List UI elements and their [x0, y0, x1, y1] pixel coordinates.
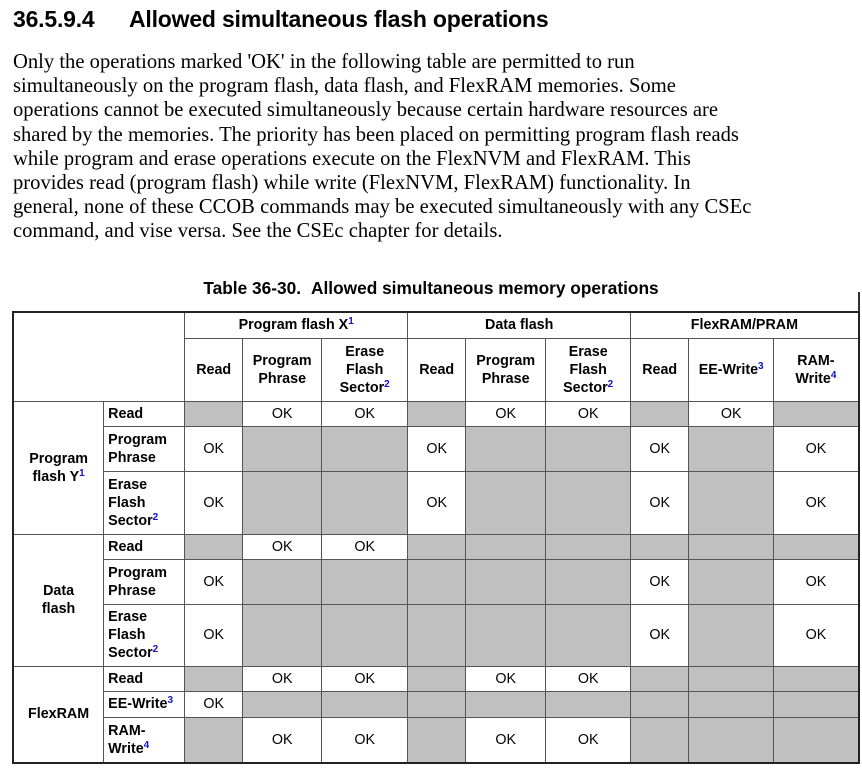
- column-header: [689, 338, 774, 401]
- allowed-cell: OK: [631, 471, 689, 534]
- blocked-cell: [689, 559, 774, 604]
- column-group-header: [408, 312, 631, 338]
- blocked-cell: [631, 691, 689, 717]
- column-header: [243, 338, 322, 401]
- column-header-label: Read: [419, 361, 455, 378]
- allowed-cell: OK: [466, 401, 546, 426]
- blocked-cell: [546, 559, 631, 604]
- column-header-label: Erase Flash Sector: [339, 343, 385, 396]
- table-row: [13, 717, 859, 763]
- table-row: [13, 534, 859, 559]
- allowed-cell: OK: [322, 666, 408, 691]
- footnote-link[interactable]: 4: [143, 739, 150, 751]
- blocked-cell: [466, 604, 546, 666]
- section-number: 36.5.9.4: [13, 6, 95, 32]
- column-header: [322, 338, 408, 401]
- blocked-cell: [631, 534, 689, 559]
- operation-label: Read: [108, 538, 144, 555]
- blocked-cell: [774, 717, 859, 763]
- column-header: [774, 338, 859, 401]
- column-group-label: FlexRAM/PRAM: [690, 317, 799, 334]
- blocked-cell: [546, 604, 631, 666]
- column-header-label: EE-Write: [698, 361, 759, 378]
- allowed-cell: OK: [408, 471, 466, 534]
- allowed-cell: OK: [408, 426, 466, 471]
- blocked-cell: [185, 401, 243, 426]
- blocked-cell: [546, 534, 631, 559]
- column-header: [466, 338, 546, 401]
- column-header-label: Erase Flash Sector: [563, 343, 608, 396]
- allowed-cell: OK: [546, 666, 631, 691]
- blocked-cell: [322, 471, 408, 534]
- column-group-label: Program flash X: [238, 317, 349, 334]
- column-header-label: Program Phrase: [476, 352, 536, 387]
- allowed-cell: OK: [185, 426, 243, 471]
- blocked-cell: [322, 604, 408, 666]
- allowed-cell: OK: [546, 401, 631, 426]
- blocked-cell: [466, 471, 546, 534]
- blocked-cell: [243, 691, 322, 717]
- blocked-cell: [689, 666, 774, 691]
- allowed-cell: OK: [774, 559, 859, 604]
- row-group-label: FlexRAM: [28, 706, 90, 723]
- footnote-link[interactable]: 2: [152, 511, 159, 523]
- paragraph-line: shared by the memories. The priority has been placed on permitting program flash reads: [13, 123, 739, 146]
- blocked-cell: [774, 534, 859, 559]
- paragraph-line: simultaneously on the program flash, data flash, and FlexRAM memories. Some: [13, 75, 676, 98]
- paragraph-line: provides read (program flash) while write (FlexNVM, FlexRAM) functionality. In: [13, 172, 691, 195]
- paragraph-line: command, and vise versa. See the CSEc chapter for details.: [13, 220, 503, 243]
- blocked-cell: [689, 717, 774, 763]
- row-group-header: [13, 534, 104, 666]
- blocked-cell: [322, 426, 408, 471]
- blocked-cell: [689, 691, 774, 717]
- blocked-cell: [243, 604, 322, 666]
- allowed-cell: OK: [185, 559, 243, 604]
- operation-header: [104, 426, 185, 471]
- blocked-cell: [466, 534, 546, 559]
- blocked-cell: [185, 534, 243, 559]
- blocked-cell: [243, 471, 322, 534]
- column-header-label: RAM-Write: [795, 352, 835, 387]
- allowed-cell: OK: [243, 666, 322, 691]
- blocked-cell: [546, 426, 631, 471]
- row-group-header: [13, 401, 104, 534]
- operation-header: [104, 717, 185, 763]
- allowed-cell: OK: [631, 426, 689, 471]
- operation-header: [104, 559, 185, 604]
- allowed-cell: OK: [243, 401, 322, 426]
- blocked-cell: [466, 691, 546, 717]
- allowed-cell: OK: [185, 604, 243, 666]
- blocked-cell: [408, 559, 466, 604]
- operation-label: Read: [108, 670, 144, 687]
- row-group-label: Program flash Y: [29, 450, 88, 485]
- footnote-link[interactable]: 2: [607, 378, 614, 390]
- allowed-cell: OK: [689, 401, 774, 426]
- intro-paragraph: [13, 50, 858, 244]
- operation-header: [104, 666, 185, 691]
- column-header: [631, 338, 689, 401]
- column-group-header: [631, 312, 859, 338]
- paragraph-line: general, none of these CCOB commands may be executed simultaneously with any CSEc: [13, 196, 752, 219]
- row-group-label: Data flash: [41, 583, 76, 617]
- column-header: [185, 338, 243, 401]
- footnote-link[interactable]: 2: [152, 644, 159, 655]
- blocked-cell: [631, 666, 689, 691]
- allowed-cell: OK: [243, 717, 322, 763]
- allowed-cell: OK: [774, 604, 859, 666]
- blocked-cell: [408, 401, 466, 426]
- allowed-cell: OK: [243, 534, 322, 559]
- blocked-cell: [322, 559, 408, 604]
- column-header-label: Read: [642, 361, 678, 378]
- footnote-link[interactable]: 3: [167, 695, 174, 706]
- blocked-cell: [466, 559, 546, 604]
- allowed-cell: OK: [774, 426, 859, 471]
- blocked-cell: [185, 717, 243, 763]
- table-caption: [0, 278, 862, 299]
- paragraph-line: operations cannot be executed simultaneously because certain hardware resources are: [13, 99, 719, 122]
- column-header: [408, 338, 466, 401]
- column-header-label: Read: [196, 361, 232, 378]
- blocked-cell: [243, 426, 322, 471]
- paragraph-line: while program and erase operations execute on the FlexNVM and FlexRAM. This: [13, 147, 691, 170]
- allowed-cell: OK: [322, 401, 408, 426]
- allowed-cell: OK: [322, 534, 408, 559]
- operation-label: EE-Write: [108, 696, 168, 712]
- blocked-cell: [774, 666, 859, 691]
- blocked-cell: [774, 401, 859, 426]
- blocked-cell: [408, 717, 466, 763]
- row-group-header: [13, 666, 104, 763]
- table-caption-number: Table 36-30.: [203, 278, 302, 298]
- column-header-label: Program Phrase: [252, 352, 312, 387]
- allowed-cell: OK: [185, 691, 243, 717]
- operation-label: Erase Flash Sector: [108, 609, 153, 661]
- operation-header: [104, 471, 185, 534]
- operation-header: [104, 401, 185, 426]
- allowed-cell: OK: [466, 666, 546, 691]
- operation-label: Program Phrase: [108, 431, 167, 466]
- allowed-cell: OK: [322, 717, 408, 763]
- blocked-cell: [408, 534, 466, 559]
- blocked-cell: [546, 691, 631, 717]
- footnote-link[interactable]: 1: [79, 467, 85, 479]
- table-row: [13, 691, 859, 717]
- blocked-cell: [689, 471, 774, 534]
- footnote-link[interactable]: 3: [758, 360, 764, 372]
- column-group-header: [185, 312, 408, 338]
- blocked-cell: [322, 691, 408, 717]
- blocked-cell: [243, 559, 322, 604]
- column-group-label: Data flash: [485, 317, 554, 334]
- blocked-cell: [689, 604, 774, 666]
- blocked-cell: [546, 471, 631, 534]
- operation-label: Read: [108, 405, 144, 422]
- blocked-cell: [466, 426, 546, 471]
- simultaneous-operations-table: [12, 311, 860, 764]
- section-heading: [13, 6, 548, 33]
- table-caption-title: Allowed simultaneous memory operations: [311, 278, 659, 298]
- footnote-link[interactable]: 4: [830, 369, 837, 381]
- blocked-cell: [408, 691, 466, 717]
- operation-label: Erase Flash Sector: [108, 476, 153, 529]
- blocked-cell: [408, 666, 466, 691]
- operation-label: RAM-Write: [108, 722, 146, 757]
- allowed-cell: OK: [631, 559, 689, 604]
- blocked-cell: [185, 666, 243, 691]
- operation-header: [104, 604, 185, 666]
- column-header: [546, 338, 631, 401]
- blocked-cell: [774, 691, 859, 717]
- table-row: [13, 426, 859, 471]
- table-row: [13, 604, 859, 666]
- table-row: [13, 559, 859, 604]
- allowed-cell: OK: [185, 471, 243, 534]
- operation-header: [104, 534, 185, 559]
- operation-header: [104, 691, 185, 717]
- allowed-cell: OK: [631, 604, 689, 666]
- blocked-cell: [631, 401, 689, 426]
- paragraph-line: Only the operations marked 'OK' in the following table are permitted to run: [13, 51, 635, 73]
- blocked-cell: [689, 534, 774, 559]
- table-row: [13, 401, 859, 426]
- footnote-link[interactable]: 1: [348, 316, 354, 328]
- allowed-cell: OK: [466, 717, 546, 763]
- blocked-cell: [408, 604, 466, 666]
- allowed-cell: OK: [774, 471, 859, 534]
- footnote-link[interactable]: 2: [384, 378, 390, 390]
- blocked-cell: [631, 717, 689, 763]
- allowed-cell: OK: [546, 717, 631, 763]
- table-row: [13, 471, 859, 534]
- operation-label: Program Phrase: [108, 564, 167, 599]
- corner-header: [13, 312, 185, 401]
- table-row: [13, 666, 859, 691]
- blocked-cell: [689, 426, 774, 471]
- section-title: Allowed simultaneous flash operations: [129, 6, 549, 32]
